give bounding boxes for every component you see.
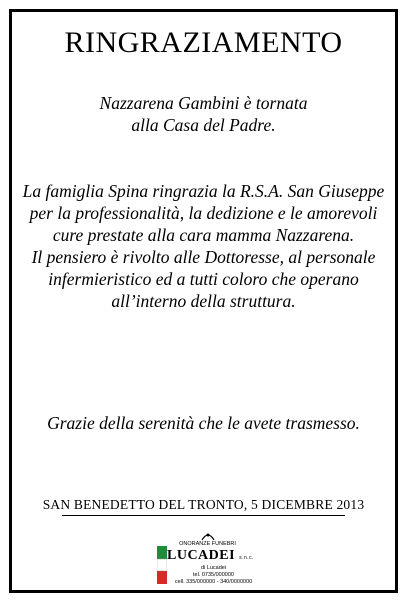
brand-text: LUCADEI <box>167 548 236 563</box>
thanks-paragraph <box>12 180 395 312</box>
text-line: La famiglia Spina ringrazia la R.S.A. San Giuseppe <box>22 181 385 201</box>
date-underline <box>62 515 345 516</box>
place-date-line: SAN BENEDETTO DEL TRONTO, 5 DICEMBRE 2013 <box>42 497 365 512</box>
logo-line: cell. 335/000000 - 340/0000000 <box>174 579 253 585</box>
text-line: per la professionalità, la dedizione e le amorevoli <box>29 203 378 223</box>
logo-brand-name <box>167 548 256 564</box>
funeral-notice <box>9 9 398 593</box>
logo-line: tel. 0735/000000 <box>193 572 234 578</box>
text-line: Grazie della serenità che le avete trasmesso. <box>47 413 360 433</box>
notice-title: RINGRAZIAMENTO <box>64 26 343 59</box>
funeral-home-logo <box>155 532 260 587</box>
announcement-paragraph <box>12 92 395 136</box>
text-line: all’interno della struttura. <box>111 291 296 311</box>
text-line: alla Casa del Padre. <box>131 115 276 135</box>
text-line: Il pensiero è rivolto alle Dottoresse, al personale <box>31 247 376 267</box>
logo-header: ONORANZE FUNEBRI <box>179 541 236 547</box>
closing-paragraph <box>12 412 395 434</box>
text-line: cure prestate alla cara mamma Nazzarena. <box>52 225 355 245</box>
brand-suffix: s.n.c. <box>239 555 255 561</box>
emblem-icon <box>201 532 215 541</box>
tricolor-flag-icon <box>157 546 167 584</box>
logo-line: di Lucadei <box>200 565 227 571</box>
text-line: infermieristico ed a tutti coloro che operano <box>48 269 359 289</box>
text-line: Nazzarena Gambini è tornata <box>99 93 308 113</box>
